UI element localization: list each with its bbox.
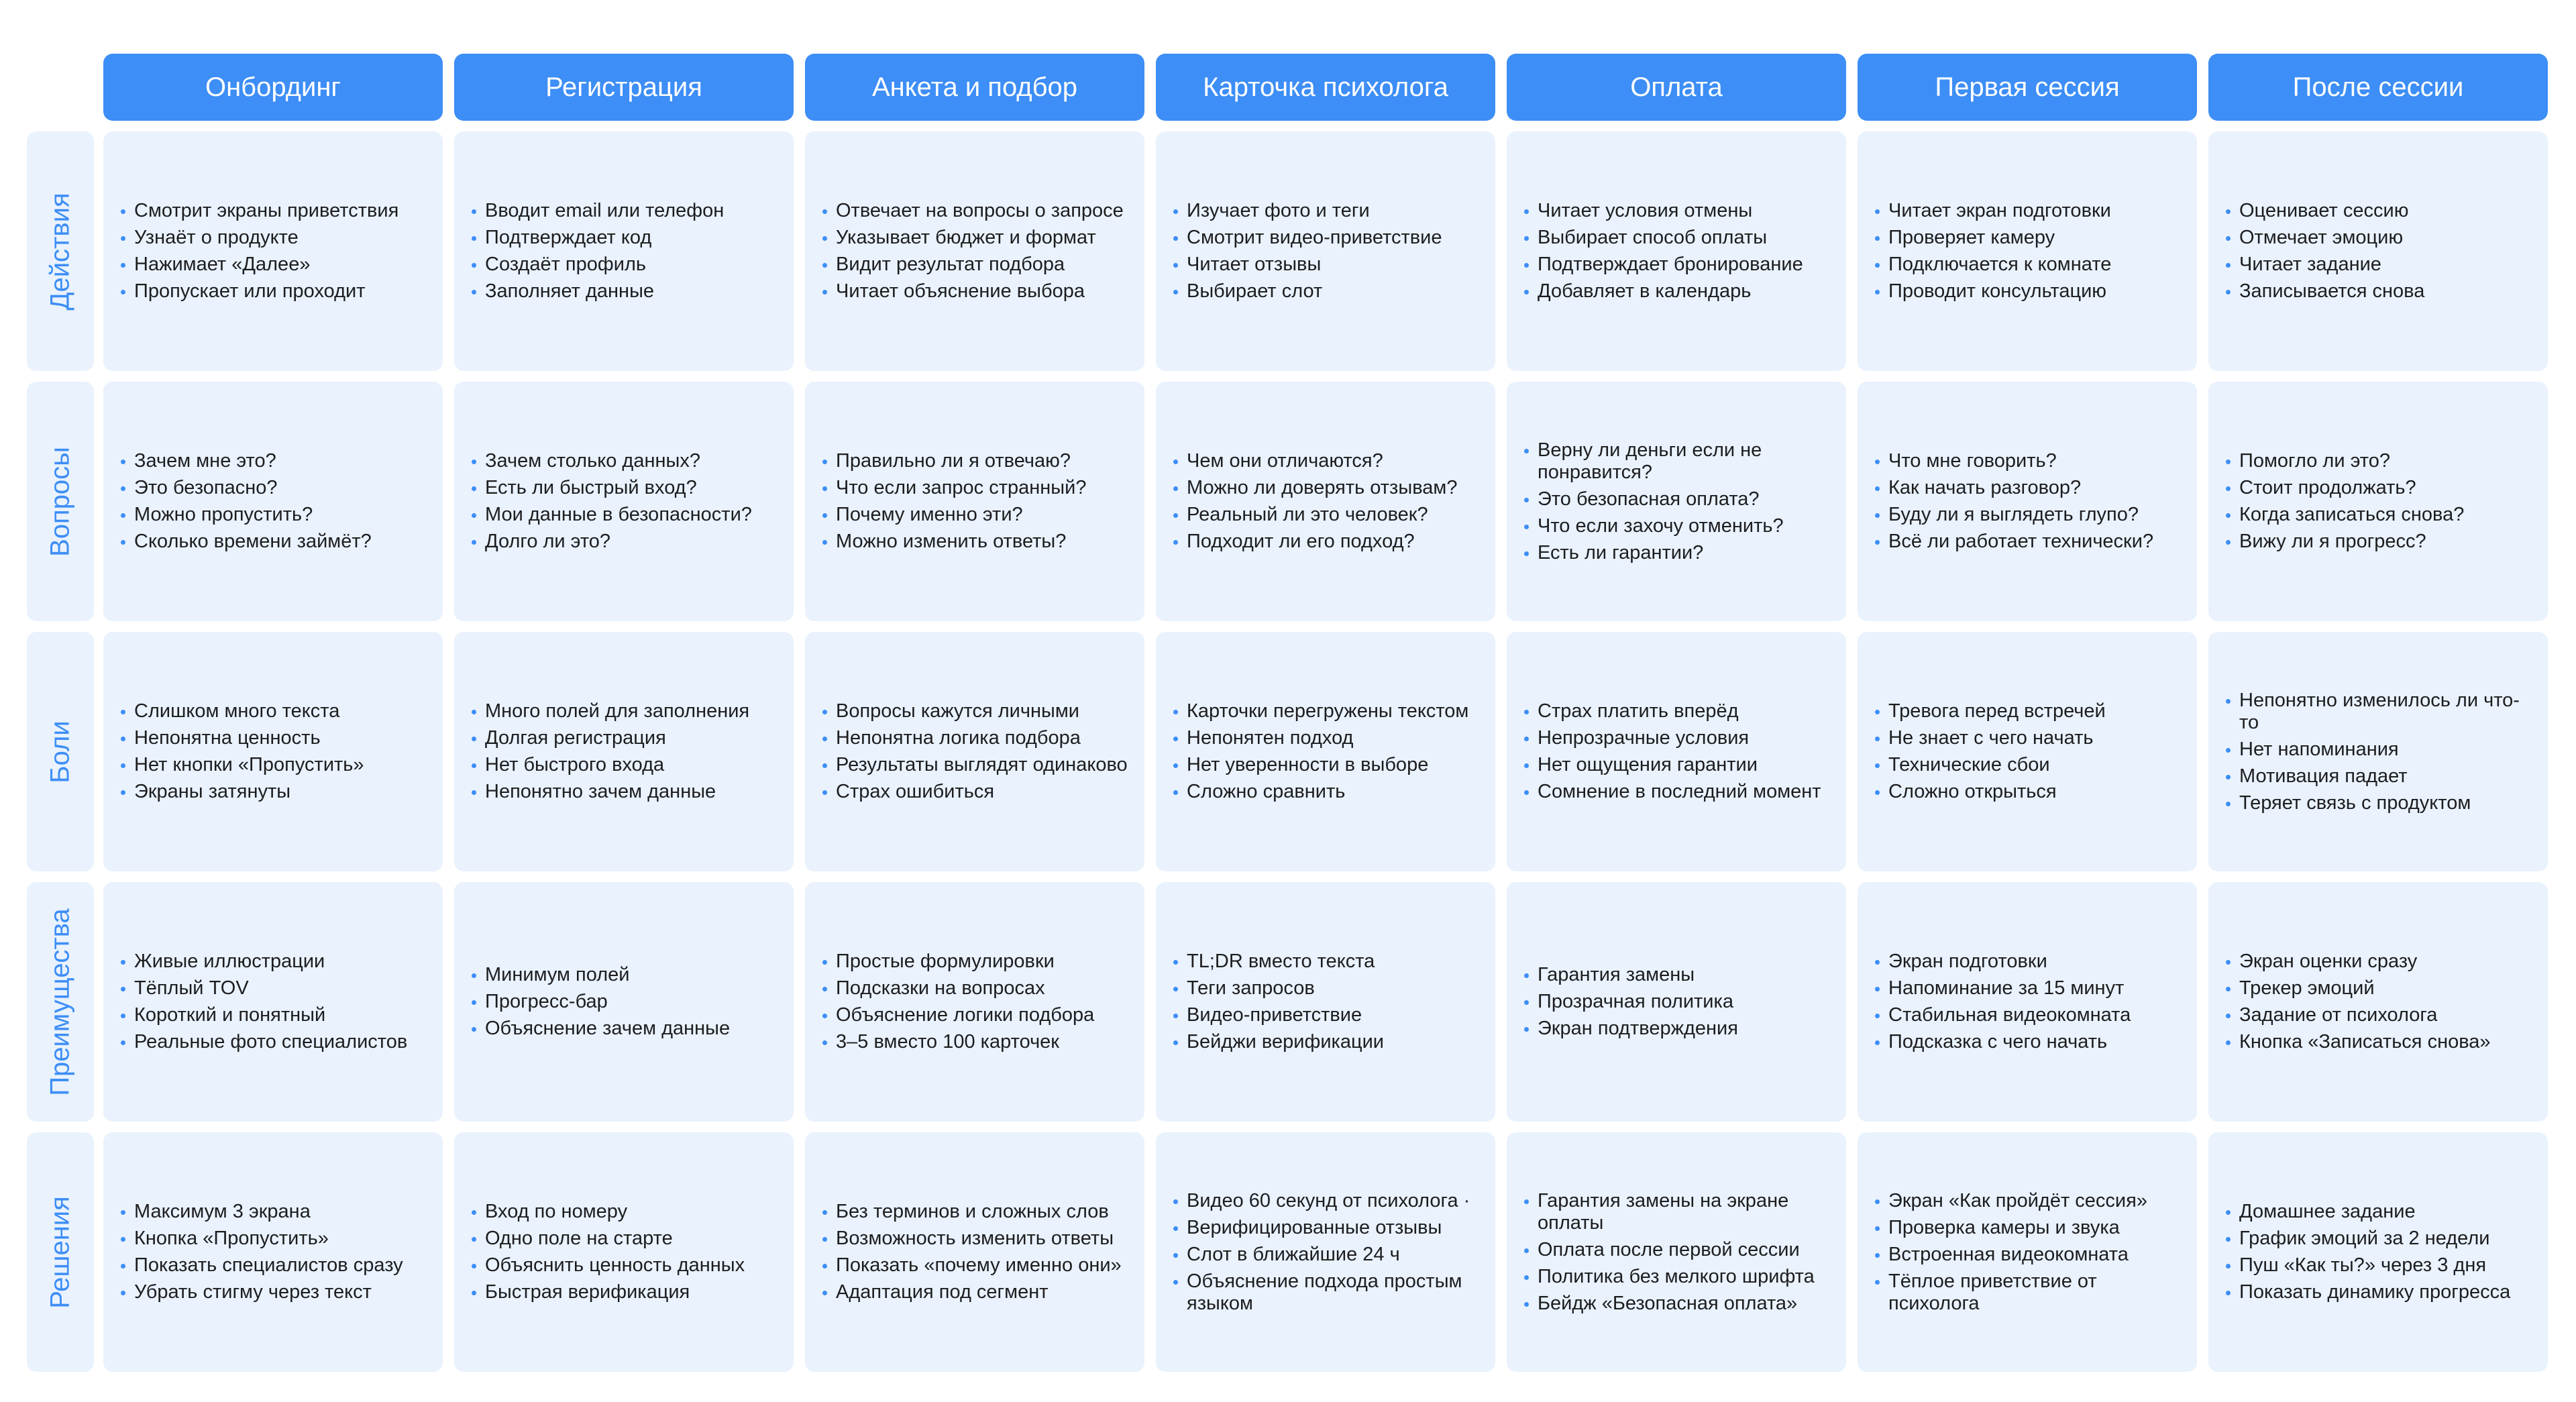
- bullet-item: Непонятно изменилось ли что-то: [2226, 690, 2537, 734]
- bullet-item: Простые формулировки: [822, 951, 1094, 973]
- bullet-item: Читает условия отмены: [1524, 200, 1803, 222]
- bullet-list: [1875, 195, 2111, 307]
- bullet-list: [1173, 1185, 1485, 1319]
- bullet-item: Реальные фото специалистов: [121, 1031, 407, 1053]
- bullet-item: Отвечает на вопросы о запросе: [822, 200, 1124, 222]
- bullet-item: Экраны затянуты: [121, 781, 364, 803]
- bullet-item: Реальный ли это человек?: [1173, 504, 1457, 526]
- cell-advantages-registration: [454, 882, 794, 1122]
- bullet-item: Видео 60 секунд от психолога ·: [1173, 1190, 1485, 1212]
- bullet-item: Одно поле на старте: [472, 1228, 745, 1250]
- bullet-item: Стоит продолжать?: [2226, 477, 2464, 499]
- bullet-item: Тёплый TOV: [121, 977, 407, 1000]
- bullet-item: Долго ли это?: [472, 531, 752, 553]
- bullet-item: Вопросы кажутся личными: [822, 700, 1128, 722]
- bullet-item: Проводит консультацию: [1875, 280, 2111, 303]
- bullet-item: Что если захочу отменить?: [1524, 515, 1835, 537]
- cell-actions-first-session: [1858, 131, 2197, 371]
- bullet-item: Тёплое приветствие от психолога: [1875, 1271, 2186, 1315]
- bullet-item: График эмоций за 2 недели: [2226, 1228, 2510, 1250]
- bullet-item: Встроенная видеокомната: [1875, 1244, 2186, 1266]
- bullet-list: [472, 195, 724, 307]
- bullet-item: Подсказка с чего начать: [1875, 1031, 2131, 1053]
- bullet-item: Проверка камеры и звука: [1875, 1217, 2186, 1239]
- bullet-item: Прогресс-бар: [472, 991, 730, 1013]
- bullet-item: Можно изменить ответы?: [822, 531, 1086, 553]
- cell-questions-after-session: [2208, 382, 2548, 621]
- bullet-item: Видео-приветствие: [1173, 1004, 1384, 1026]
- bullet-item: Объяснение логики подбора: [822, 1004, 1094, 1026]
- bullet-item: Теги запросов: [1173, 977, 1384, 1000]
- cell-pains-after-session: [2208, 632, 2548, 871]
- bullet-list: [1173, 195, 1442, 307]
- bullet-item: Читает задание: [2226, 254, 2424, 276]
- bullet-item: TL;DR вместо текста: [1173, 951, 1384, 973]
- bullet-item: Экран подготовки: [1875, 951, 2131, 973]
- bullet-list: [1173, 946, 1384, 1058]
- cell-advantages-onboarding: [103, 882, 443, 1122]
- cell-actions-payment: [1507, 131, 1846, 371]
- cell-solutions-first-session: [1858, 1132, 2197, 1372]
- bullet-list: [1875, 696, 2106, 808]
- bullet-item: Всё ли работает технически?: [1875, 531, 2153, 553]
- bullet-item: Узнаёт о продукте: [121, 227, 398, 249]
- bullet-item: Подсказки на вопросах: [822, 977, 1094, 1000]
- bullet-list: [822, 1196, 1122, 1308]
- row-label-advantages: [27, 882, 94, 1122]
- bullet-item: Живые иллюстрации: [121, 951, 407, 973]
- bullet-item: Нет напоминания: [2226, 739, 2537, 761]
- bullet-item: Экран подтверждения: [1524, 1018, 1738, 1040]
- bullet-list: [1524, 1185, 1835, 1319]
- cell-questions-questionnaire: [805, 382, 1144, 621]
- bullet-item: Экран «Как пройдёт сессия»: [1875, 1190, 2186, 1212]
- bullet-list: [822, 696, 1128, 808]
- bullet-item: Подключается к комнате: [1875, 254, 2111, 276]
- bullet-item: Это безопасная оплата?: [1524, 488, 1835, 510]
- bullet-item: 3–5 вместо 100 карточек: [822, 1031, 1094, 1053]
- bullet-item: Кнопка «Записаться снова»: [2226, 1031, 2491, 1053]
- bullet-item: Бейдж «Безопасная оплата»: [1524, 1293, 1835, 1315]
- bullet-item: Вводит email или телефон: [472, 200, 724, 222]
- bullet-item: Пуш «Как ты?» через 3 дня: [2226, 1254, 2510, 1277]
- bullet-list: [472, 696, 749, 808]
- bullet-item: Напоминание за 15 минут: [1875, 977, 2131, 1000]
- bullet-item: Верну ли деньги если не понравится?: [1524, 439, 1835, 484]
- bullet-item: Отмечает эмоцию: [2226, 227, 2424, 249]
- bullet-item: Проверяет камеру: [1875, 227, 2111, 249]
- bullet-item: Гарантия замены на экране оплаты: [1524, 1190, 1835, 1234]
- bullet-item: Добавляет в календарь: [1524, 280, 1803, 303]
- bullet-item: Показать специалистов сразу: [121, 1254, 403, 1277]
- bullet-list: [2226, 445, 2464, 557]
- bullet-list: [2226, 685, 2537, 819]
- bullet-item: Оценивает сессию: [2226, 200, 2424, 222]
- bullet-item: Быстрая верификация: [472, 1281, 745, 1303]
- bullet-list: [121, 696, 364, 808]
- bullet-item: Создаёт профиль: [472, 254, 724, 276]
- bullet-item: Заполняет данные: [472, 280, 724, 303]
- bullet-item: Записывается снова: [2226, 280, 2424, 303]
- cell-solutions-psychologist-card: [1156, 1132, 1495, 1372]
- bullet-item: Смотрит экраны приветствия: [121, 200, 398, 222]
- bullet-item: Объяснить ценность данных: [472, 1254, 745, 1277]
- bullet-list: [1524, 195, 1803, 307]
- bullet-item: Подходит ли его подход?: [1173, 531, 1457, 553]
- bullet-item: Вход по номеру: [472, 1201, 745, 1223]
- bullet-item: Нет кнопки «Пропустить»: [121, 754, 364, 776]
- bullet-list: [2226, 1196, 2510, 1308]
- bullet-item: Непрозрачные условия: [1524, 727, 1821, 749]
- bullet-item: Гарантия замены: [1524, 964, 1738, 986]
- bullet-item: Сомнение в последний момент: [1524, 781, 1821, 803]
- bullet-item: Выбирает слот: [1173, 280, 1442, 303]
- bullet-item: Трекер эмоций: [2226, 977, 2491, 1000]
- bullet-item: Объяснение зачем данные: [472, 1018, 730, 1040]
- cell-solutions-questionnaire: [805, 1132, 1144, 1372]
- bullet-item: Тревога перед встречей: [1875, 700, 2106, 722]
- row-label-solutions: [27, 1132, 94, 1372]
- cell-questions-registration: [454, 382, 794, 621]
- cell-actions-registration: [454, 131, 794, 371]
- cell-solutions-after-session: [2208, 1132, 2548, 1372]
- bullet-item: Зачем мне это?: [121, 450, 372, 472]
- bullet-item: Сколько времени займёт?: [121, 531, 372, 553]
- cell-solutions-onboarding: [103, 1132, 443, 1372]
- bullet-item: Есть ли быстрый вход?: [472, 477, 752, 499]
- column-header-payment: Оплата: [1507, 54, 1846, 121]
- bullet-item: Нет быстрого входа: [472, 754, 749, 776]
- bullet-list: [1173, 696, 1468, 808]
- bullet-list: [472, 445, 752, 557]
- bullet-item: Оплата после первой сессии: [1524, 1239, 1835, 1261]
- bullet-item: Кнопка «Пропустить»: [121, 1228, 403, 1250]
- bullet-item: Можно ли доверять отзывам?: [1173, 477, 1457, 499]
- bullet-list: [121, 1196, 403, 1308]
- cell-advantages-after-session: [2208, 882, 2548, 1122]
- row-label-text: Решения: [45, 1195, 75, 1309]
- column-header-questionnaire: Анкета и подбор: [805, 54, 1144, 121]
- bullet-list: [1875, 1185, 2186, 1319]
- bullet-list: [1524, 959, 1738, 1044]
- bullet-item: Смотрит видео-приветствие: [1173, 227, 1442, 249]
- bullet-item: Долгая регистрация: [472, 727, 749, 749]
- row-label-pains: [27, 632, 94, 871]
- cell-actions-psychologist-card: [1156, 131, 1495, 371]
- cell-questions-onboarding: [103, 382, 443, 621]
- bullet-item: Указывает бюджет и формат: [822, 227, 1124, 249]
- cell-pains-onboarding: [103, 632, 443, 871]
- bullet-item: Задание от психолога: [2226, 1004, 2491, 1026]
- bullet-item: Это безопасно?: [121, 477, 372, 499]
- bullet-list: [472, 1196, 745, 1308]
- bullet-list: [1524, 696, 1821, 808]
- bullet-item: Не знает с чего начать: [1875, 727, 2106, 749]
- bullet-item: Помогло ли это?: [2226, 450, 2464, 472]
- column-header-registration: Регистрация: [454, 54, 794, 121]
- cell-pains-registration: [454, 632, 794, 871]
- row-label-text: Боли: [45, 720, 75, 784]
- cell-advantages-first-session: [1858, 882, 2197, 1122]
- cell-advantages-psychologist-card: [1156, 882, 1495, 1122]
- bullet-item: Минимум полей: [472, 964, 730, 986]
- bullet-item: Верифицированные отзывы: [1173, 1217, 1485, 1239]
- cell-actions-questionnaire: [805, 131, 1144, 371]
- column-header-after-session: После сессии: [2208, 54, 2548, 121]
- cell-actions-onboarding: [103, 131, 443, 371]
- bullet-list: [121, 195, 398, 307]
- bullet-list: [472, 959, 730, 1044]
- bullet-item: Домашнее задание: [2226, 1201, 2510, 1223]
- cell-pains-questionnaire: [805, 632, 1144, 871]
- bullet-item: Когда записаться снова?: [2226, 504, 2464, 526]
- cell-pains-payment: [1507, 632, 1846, 871]
- bullet-list: [822, 195, 1124, 307]
- bullet-item: Непонятна ценность: [121, 727, 364, 749]
- bullet-item: Мотивация падает: [2226, 765, 2537, 788]
- bullet-item: Экран оценки сразу: [2226, 951, 2491, 973]
- row-label-text: Действия: [45, 192, 75, 311]
- bullet-item: Показать динамику прогресса: [2226, 1281, 2510, 1303]
- cell-pains-psychologist-card: [1156, 632, 1495, 871]
- bullet-item: Изучает фото и теги: [1173, 200, 1442, 222]
- bullet-item: Результаты выглядят одинаково: [822, 754, 1128, 776]
- bullet-item: Что мне говорить?: [1875, 450, 2153, 472]
- row-label-text: Преимущества: [45, 908, 75, 1096]
- bullet-item: Выбирает способ оплаты: [1524, 227, 1803, 249]
- bullet-item: Буду ли я выглядеть глупо?: [1875, 504, 2153, 526]
- bullet-item: Много полей для заполнения: [472, 700, 749, 722]
- bullet-item: Правильно ли я отвечаю?: [822, 450, 1086, 472]
- bullet-item: Стабильная видеокомната: [1875, 1004, 2131, 1026]
- bullet-item: Можно пропустить?: [121, 504, 372, 526]
- column-header-psychologist-card: Карточка психолога: [1156, 54, 1495, 121]
- bullet-item: Нет ощущения гарантии: [1524, 754, 1821, 776]
- bullet-item: Мои данные в безопасности?: [472, 504, 752, 526]
- bullet-list: [1875, 445, 2153, 557]
- bullet-item: Пропускает или проходит: [121, 280, 398, 303]
- cell-questions-psychologist-card: [1156, 382, 1495, 621]
- bullet-item: Страх ошибиться: [822, 781, 1128, 803]
- bullet-item: Что если запрос странный?: [822, 477, 1086, 499]
- cell-questions-first-session: [1858, 382, 2197, 621]
- bullet-item: Читает экран подготовки: [1875, 200, 2111, 222]
- bullet-item: Бейджи верификации: [1173, 1031, 1384, 1053]
- bullet-item: Технические сбои: [1875, 754, 2106, 776]
- bullet-item: Непонятно зачем данные: [472, 781, 749, 803]
- bullet-item: Сложно открыться: [1875, 781, 2106, 803]
- bullet-item: Страх платить вперёд: [1524, 700, 1821, 722]
- bullet-item: Читает отзывы: [1173, 254, 1442, 276]
- bullet-item: Почему именно эти?: [822, 504, 1086, 526]
- bullet-item: Нет уверенности в выборе: [1173, 754, 1468, 776]
- bullet-list: [1875, 946, 2131, 1058]
- row-label-text: Вопросы: [45, 446, 75, 557]
- bullet-list: [822, 946, 1094, 1058]
- cell-advantages-payment: [1507, 882, 1846, 1122]
- cell-pains-first-session: [1858, 632, 2197, 871]
- cell-advantages-questionnaire: [805, 882, 1144, 1122]
- bullet-item: Слишком много текста: [121, 700, 364, 722]
- bullet-item: Теряет связь с продуктом: [2226, 792, 2537, 814]
- bullet-item: Подтверждает код: [472, 227, 724, 249]
- bullet-list: [2226, 946, 2491, 1058]
- bullet-item: Короткий и понятный: [121, 1004, 407, 1026]
- row-label-questions: [27, 382, 94, 621]
- row-label-actions: [27, 131, 94, 371]
- bullet-item: Непонятен подход: [1173, 727, 1468, 749]
- bullet-item: Без терминов и сложных слов: [822, 1201, 1122, 1223]
- cell-solutions-registration: [454, 1132, 794, 1372]
- cell-questions-payment: [1507, 382, 1846, 621]
- bullet-item: Объяснение подхода простым языком: [1173, 1271, 1485, 1315]
- bullet-list: [1173, 445, 1457, 557]
- bullet-item: Чем они отличаются?: [1173, 450, 1457, 472]
- cell-actions-after-session: [2208, 131, 2548, 371]
- bullet-list: [822, 445, 1086, 557]
- bullet-item: Возможность изменить ответы: [822, 1228, 1122, 1250]
- bullet-list: [1524, 435, 1835, 569]
- bullet-item: Показать «почему именно они»: [822, 1254, 1122, 1277]
- bullet-item: Зачем столько данных?: [472, 450, 752, 472]
- bullet-item: Читает объяснение выбора: [822, 280, 1124, 303]
- column-header-first-session: Первая сессия: [1858, 54, 2197, 121]
- bullet-item: Убрать стигму через текст: [121, 1281, 403, 1303]
- bullet-item: Максимум 3 экрана: [121, 1201, 403, 1223]
- bullet-item: Сложно сравнить: [1173, 781, 1468, 803]
- bullet-item: Подтверждает бронирование: [1524, 254, 1803, 276]
- bullet-item: Политика без мелкого шрифта: [1524, 1266, 1835, 1288]
- bullet-item: Есть ли гарантии?: [1524, 542, 1835, 564]
- bullet-item: Нажимает «Далее»: [121, 254, 398, 276]
- bullet-list: [121, 445, 372, 557]
- bullet-item: Адаптация под сегмент: [822, 1281, 1122, 1303]
- bullet-list: [2226, 195, 2424, 307]
- bullet-item: Вижу ли я прогресс?: [2226, 531, 2464, 553]
- bullet-item: Карточки перегружены текстом: [1173, 700, 1468, 722]
- bullet-item: Непонятна логика подбора: [822, 727, 1128, 749]
- bullet-list: [121, 946, 407, 1058]
- column-header-onboarding: Онбординг: [103, 54, 443, 121]
- bullet-item: Как начать разговор?: [1875, 477, 2153, 499]
- cell-solutions-payment: [1507, 1132, 1846, 1372]
- bullet-item: Видит результат подбора: [822, 254, 1124, 276]
- bullet-item: Слот в ближайшие 24 ч: [1173, 1244, 1485, 1266]
- bullet-item: Прозрачная политика: [1524, 991, 1738, 1013]
